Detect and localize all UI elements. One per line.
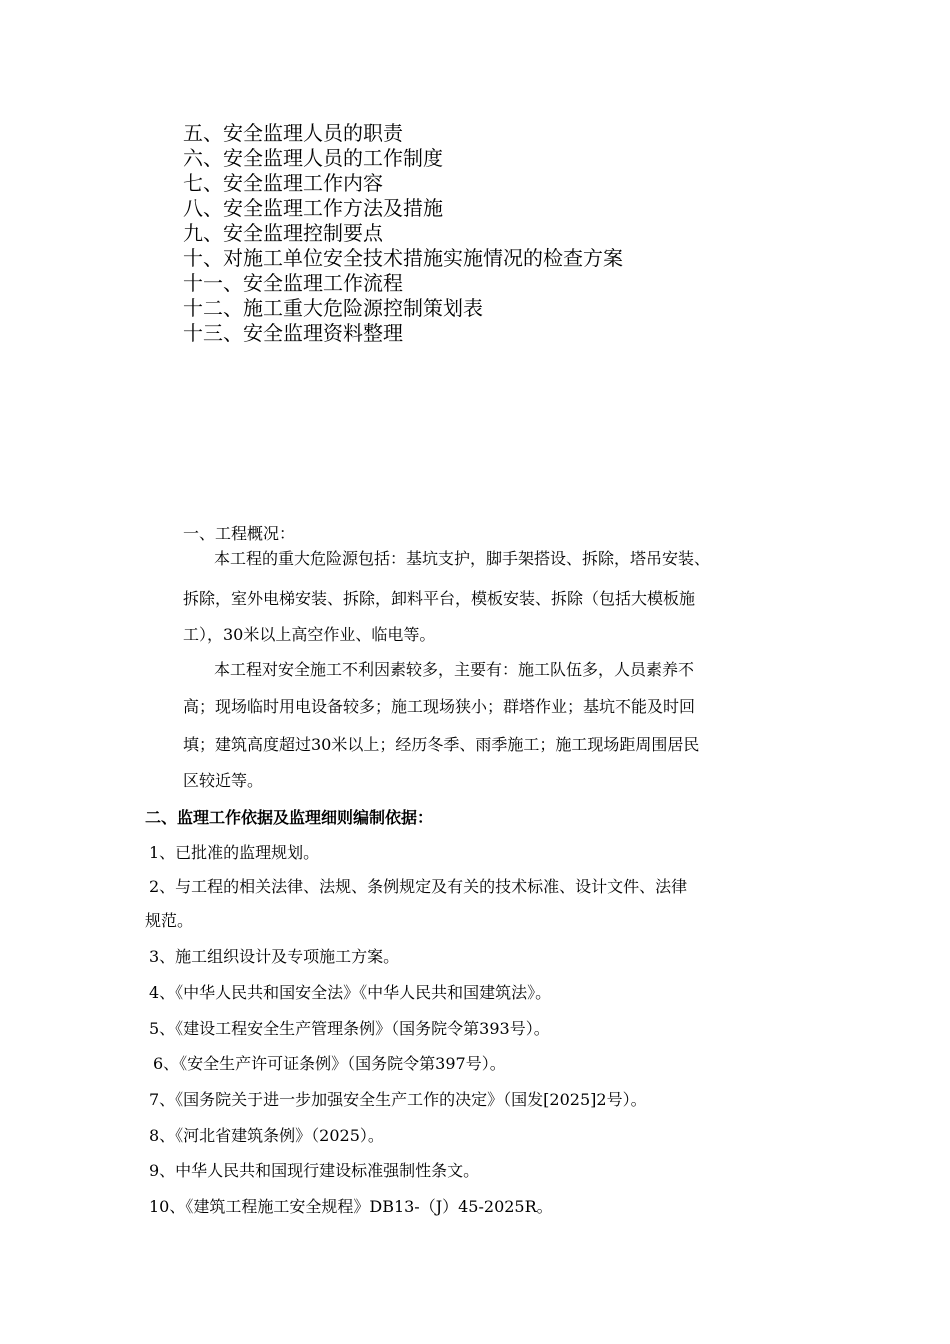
paragraph-line: 高；现场临时用电设备较多；施工现场狭小；群塔作业；基坑不能及时回 [183,697,696,716]
section-heading: 二、监理工作依据及监理细则编制依据： [145,808,434,827]
paragraph-line: 区较近等。 [183,771,264,790]
paragraph-line: 本工程对安全施工不利因素较多，主要有：施工队伍多，人员素养不 [214,660,695,679]
list-item: 2、与工程的相关法律、法规、条例规定及有关的技术标准、设计文件、法律 [149,877,688,896]
toc-item: 六、安全监理人员的工作制度 [183,146,443,170]
paragraph-line: 填；建筑高度超过30米以上；经历冬季、雨季施工；施工现场距周围居民 [183,735,700,754]
toc-item: 十三、安全监理资料整理 [183,321,403,345]
list-item: 规范。 [145,911,194,930]
toc-item: 七、安全监理工作内容 [183,171,383,195]
list-item: 7、《国务院关于进一步加强安全生产工作的决定》（国发[2025]2号）。 [149,1090,647,1109]
paragraph-line: 本工程的重大危险源包括：基坑支护，脚手架搭设、拆除，塔吊安装、 [214,549,711,568]
toc-item: 十二、施工重大危险源控制策划表 [183,296,483,320]
list-item: 8、《河北省建筑条例》（2025）。 [149,1126,384,1145]
list-item: 4、《中华人民共和国安全法》《中华人民共和国建筑法》。 [149,983,552,1002]
toc-item: 十、对施工单位安全技术措施实施情况的检查方案 [183,246,623,270]
paragraph-line: 拆除，室外电梯安装、拆除，卸料平台，模板安装、拆除（包括大模板施 [183,589,696,608]
toc-item: 九、安全监理控制要点 [183,221,383,245]
list-item: 1、已批准的监理规划。 [149,843,320,862]
toc-item: 十一、安全监理工作流程 [183,271,403,295]
list-item: 3、施工组织设计及专项施工方案。 [149,947,400,966]
list-item: 9、中华人民共和国现行建设标准强制性条文。 [149,1161,480,1180]
section-heading: 一、工程概况： [183,524,296,543]
list-item: 6、《安全生产许可证条例》（国务院令第397号）。 [153,1054,506,1073]
table-of-contents [183,121,623,346]
list-item: 5、《建设工程安全生产管理条例》（国务院令第393号）。 [149,1019,550,1038]
list-item: 10、《建筑工程施工安全规程》DB13-（J）45-2025R。 [149,1197,553,1216]
paragraph-line: 工），30米以上高空作业、临电等。 [183,625,436,644]
toc-item: 八、安全监理工作方法及措施 [183,196,443,220]
toc-item: 五、安全监理人员的职责 [183,121,403,145]
